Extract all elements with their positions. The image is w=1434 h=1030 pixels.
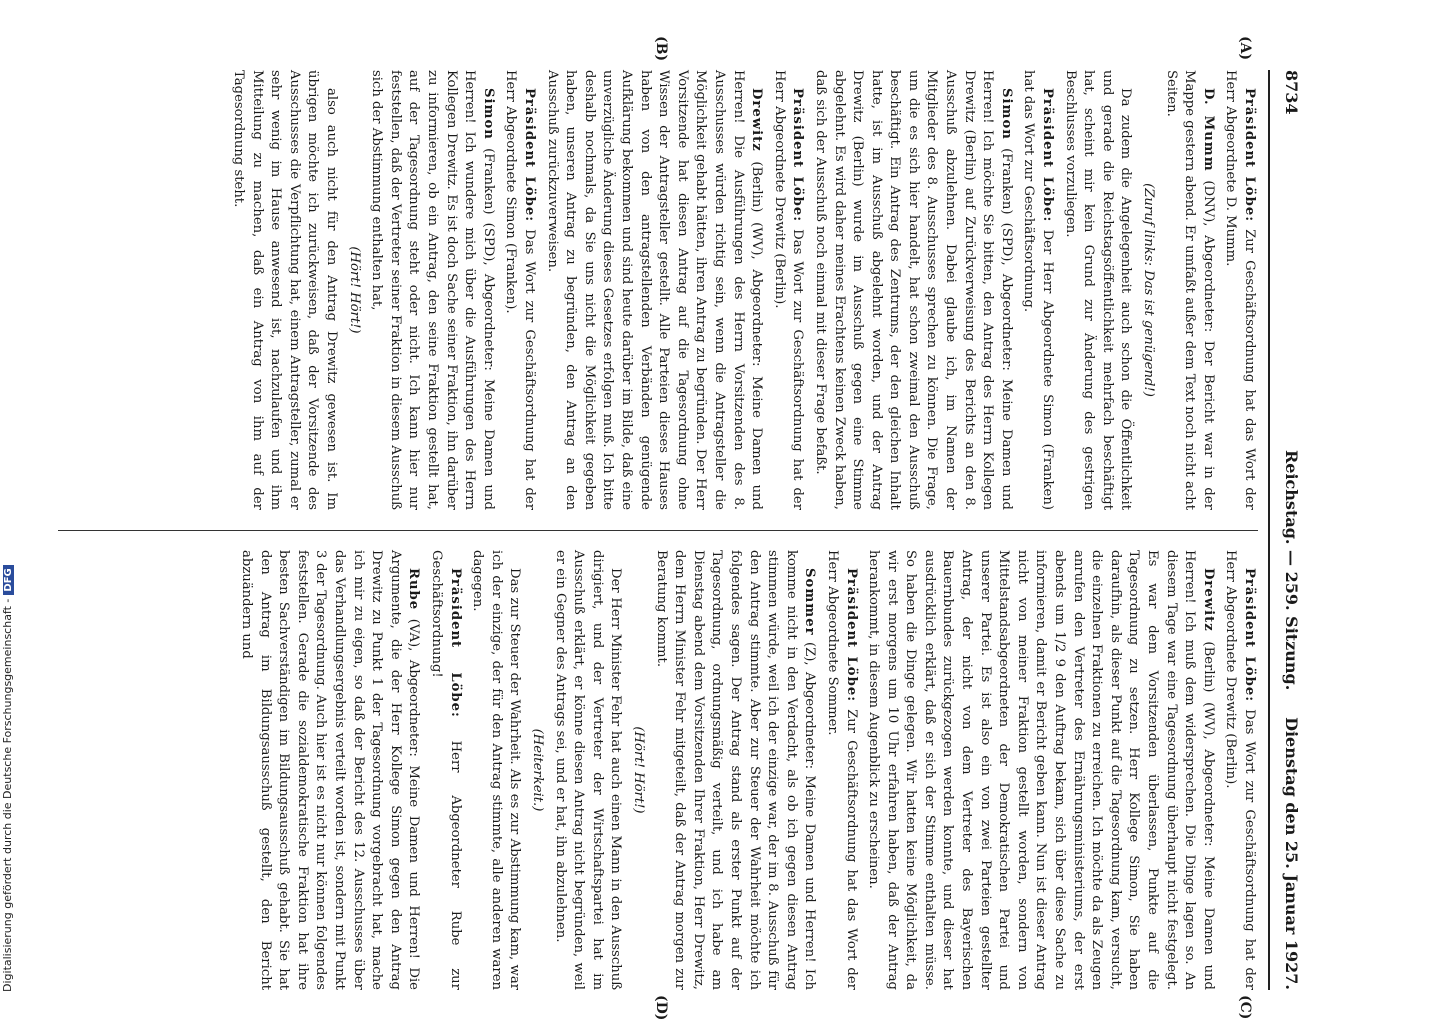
speaker-name: Präsident Löbe: (1242, 568, 1257, 703)
speech-text: (Franken) (SPD), Abgeordneter: Meine Damen und Herren! Ich möchte Sie bitten, den Antrag des Herrn Kollegen Drewitz (Berlin) auf Zurückverweisung des Berichts an den 8. Ausschuß abzulehnen. Dabei glaube ich, im Namen der Mitglieder des 8. Ausschusses sprechen zu können. Die Frage, um die es sich hier handelt, hat schon zweimal den Ausschuß beschäftigt. Ein Antrag des Zentrums, der den gleichen Inhalt hatte, ist im Ausschuß abgelehnt worden, und der Antrag Drewitz (Berlin) wurde im Ausschuß gegen eine Stimme abgelehnt. Es wird daher meines Erachtens keinen Zweck haben, daß sich der Ausschuß noch einmal mit dieser Frage befaßt. (812, 70, 1014, 510)
speech-paragraph (769, 70, 806, 510)
speech-paragraph (651, 550, 818, 990)
interjection: (Heiterkeit.) (530, 728, 546, 812)
page-number: 8734 (1282, 70, 1301, 115)
interjection: (Zuruf links: Das ist genügend!) (1141, 183, 1157, 397)
margin-marker-b: (B) (653, 36, 669, 62)
margin-marker-d: (D) (653, 995, 669, 1021)
speech-paragraph (1221, 550, 1258, 990)
text-paragraph: also auch nicht für den Antrag Drewitz gewesen ist. Im übrigen möchte ich zurückweisen, daß der Vorsitzende des Ausschusses die Verpflichtung hat, einem Antragsteller, zumal er sehr wenig im Hause anwesend ist, nachzulaufen und ihm Mitteilung zu machen, daß ein Antrag von ihm auf der Tagesordnung steht. (231, 70, 340, 510)
speech-paragraph (426, 550, 463, 990)
speech-paragraph (501, 70, 538, 510)
speech-text: (Berlin) (WV), Abgeordneter: Meine Damen und Herren! Ich muß dem widersprechen. Die Dinge lagen so. An diesem Tage war eine Tagesordnung überhaupt nicht festgelegt. Es war dem Vorsitzenden überlassen, Punkte auf die Tagesordnung zu setzen. Herr Kollege Simon, Sie haben daraufhin, als dieser Punkt auf die Tagesordnung kam, versucht, die einzelnen Fraktionen zu erreichen. Ich möchte da als Zeugen anrufen den Vertreter des Ernährungsministeriums, der erst abends um 1/2 9 den Auftrag bekam, sich über diese Sache zu informieren, damit er Bericht geben kann. Nun ist dieser Antrag nicht von meiner Fraktion gestellt worden, sondern von Mittelstandsabgeordneten der Demokratischen Partei und unserer Partei. Es ist also ein von zwei Parteien gestellter Antrag, der nicht von dem Vertreter des Bayerischen Bauernbundes zurückgezogen werden konnte, und dieser hat ausdrücklich erklärt, daß er sich der Stimme enthalten müsse. So haben die Dinge gelegen. Wir hatten keine Möglichkeit, da wir erst morgens um 10 Uhr erfahren haben, daß der Antrag herankommt, in diesem Augenblick zu erscheinen. (866, 550, 1216, 990)
speaker-name: Präsident Löbe: (843, 568, 859, 703)
speech-paragraph (1019, 70, 1056, 510)
digitization-footer (1, 565, 14, 992)
left-column (225, 70, 1258, 510)
speech-text: (Z), Abgeordneter: Meine Damen und Herren! Ich komme nicht in den Verdacht, als ob ich gegen diesen Antrag stimmen würde, weil ich der einzige war, der im 8. Ausschuß für den Antrag stimmte. Aber zur Steuer der Wahrheit möchte ich folgendes sagen. Der Antrag stand als erster Punkt auf der Tagesordnung, ordnungsmäßig verteilt, und ich habe am Dienstag abend dem Vorsitzenden Ihrer Fraktion, Herr Drewitz, dem Herrn Minister Fehr mitgeteilt, daß der Antrag morgen zur Beratung kommt. (653, 550, 818, 990)
speaker-name: Präsident Löbe: (1242, 88, 1257, 223)
speaker-name: Simon (480, 88, 496, 140)
text-paragraph: Der Herr Minister Fehr hat auch einen Mann in den Ausschuß dirigiert, und der Vertreter der Wirtschaftspartei hat im Ausschuß erklärt, er könne diesen Antrag nicht begründen, weil er ein Gegner des Antrags sei, und er hat, ihn abzulehnen. (552, 550, 624, 990)
speech-paragraph (1221, 70, 1258, 510)
speech-text: Der Herr Abgeordnete Simon (Franken) hat das Wort zur Geschäftsordnung. (1021, 70, 1056, 510)
speech-text: (Berlin) (WV), Abgeordneter: Meine Damen und Herren! Die Ausführungen des Herrn Vorsitzenden des 8. Ausschusses würden richtig sein, wenn die Antragsteller die Möglichkeit gehabt hätten, ihren Antrag zu begründen. Der Herr Vorsitzende hat diesen Antrag auf die Tagesordnung ohne Wissen der Antragsteller gestellt. Alle Parteien dieses Hauses haben von den antragstellenden Verbänden genügende Aufklärung bekommen und sind heute darüber im Bilde, daß eine unverzügliche Änderung dieses Gesetzes erfolgen muß. Ich bitte deshalb nochmals, da Sie uns nicht die Möglichkeit gegeben haben, unseren Antrag zu begründen, den Antrag an den Ausschuß zurückzuverweisen. (544, 70, 765, 510)
speech-paragraph (822, 550, 859, 990)
speaker-name: Präsident Löbe: (1040, 88, 1056, 223)
speech-paragraph (542, 70, 765, 510)
speaker-name: Drewitz (749, 88, 765, 152)
speaker-name: Rube (406, 568, 422, 611)
footer-text: Digitalisierung gefördert durch die Deutsche Forschungsgemeinschaft - (1, 598, 14, 992)
speech-paragraph (810, 70, 1015, 510)
speaker-name: Sommer (802, 568, 818, 636)
speaker-name: Drewitz (1200, 568, 1216, 632)
speech-paragraph (864, 550, 1217, 990)
speech-text: Das Wort zur Geschäftsordnung hat der Herr Abgeordnete Simon (Franken). (503, 70, 538, 510)
column-divider (58, 530, 1258, 531)
interjection: (Hört! Hört!) (346, 246, 362, 334)
margin-marker-c: (C) (1237, 995, 1253, 1020)
speech-text: Das Wort zur Geschäftsordnung hat der Herr Abgeordnete Drewitz (Berlin). (1223, 550, 1257, 990)
speaker-name: D. Mumm (1200, 88, 1216, 172)
speech-paragraph (1161, 70, 1217, 510)
text-paragraph: Da zudem die Angelegenheit auch schon die Öffentlichkeit und gerade die Reichstagsöffentlichkeit mehrfach beschäftigt hat, scheint mir kein Grund zur Änderung des gestrigen Beschlusses vorzuliegen. (1062, 70, 1134, 510)
document-page (10, 30, 1310, 1030)
speech-text: Zur Geschäftsordnung hat das Wort der Herr Abgeordnete D. Mumm. (1223, 70, 1257, 510)
speech-paragraph (367, 70, 497, 510)
dfg-logo: DFG (3, 565, 14, 594)
speaker-name: Präsident Löbe: (790, 88, 806, 223)
speech-text: Das Wort zur Geschäftsordnung hat der Herr Abgeordnete Drewitz (Berlin). (771, 70, 806, 510)
right-column (233, 550, 1258, 990)
session-date: Dienstag den 25. Januar 1927. (1282, 717, 1301, 990)
interjection: (Hört! Hört!) (631, 726, 646, 814)
speech-text: (VA), Abgeordneter: Meine Damen und Herren! Die Argumente, die der Herr Kollege Simon gegen den Antrag Drewitz zu Punkt 1 der Tagesordnung vorgebracht hat, mache ich mir zu eigen, so daß der Bericht des 12. Ausschusses über das Verhandlungsergebnis verteilt worden ist, sondern mit Punkt 3 der Tagesordnung. Auch hier ist es nicht nur können folgendes feststellen. Gerade die sozialdemokratische Fraktion hat ihre besten Sachverständigen im Bildungsausschuß gehabt. Sie hat den Antrag im Bildungsausschuß gestellt, den Bericht abzuändern und (239, 550, 422, 990)
speaker-name: Präsident Löbe: (447, 568, 463, 718)
speaker-name: Simon (998, 88, 1014, 140)
page-header (1268, 70, 1310, 990)
speech-text: (Franken) (SPD), Abgeordneter: Meine Damen und Herren! Ich wundere mich über die Ausführungen des Herrn Kollegen Drewitz. Es ist doch Sache seiner Fraktion, ihn darüber zu informieren, ob ein Antrag, den seine Fraktion gestellt hat, auf der Tagesordnung steht oder nicht. Ich kann hier nur feststellen, daß der Vertreter seiner Fraktion in diesem Ausschuß sich der Abstimmung enthalten hat, (369, 70, 496, 510)
speech-paragraph (237, 550, 423, 990)
speech-text: Herr Abgeordneter Rube zur Geschäftsordnung! (429, 550, 463, 990)
speech-text: (DNV), Abgeordneter: Der Bericht war in der Mappe gestern abend. Er umfaßt außer dem Text noch nicht acht Seiten. (1163, 70, 1216, 510)
speaker-name: Präsident Löbe: (522, 88, 538, 223)
text-paragraph: Das zur Steuer der Wahrheit. Als es zur Abstimmung kam, war ich der einzige, der für den Antrag stimmte, alle anderen waren dagegen. (470, 550, 523, 990)
margin-marker-a: (A) (1237, 36, 1253, 61)
session-title: Reichstag. — 259. Sitzung. (1282, 450, 1301, 691)
speech-text: Zur Geschäftsordnung hat das Wort der Herr Abgeordnete Sommer. (824, 550, 859, 990)
